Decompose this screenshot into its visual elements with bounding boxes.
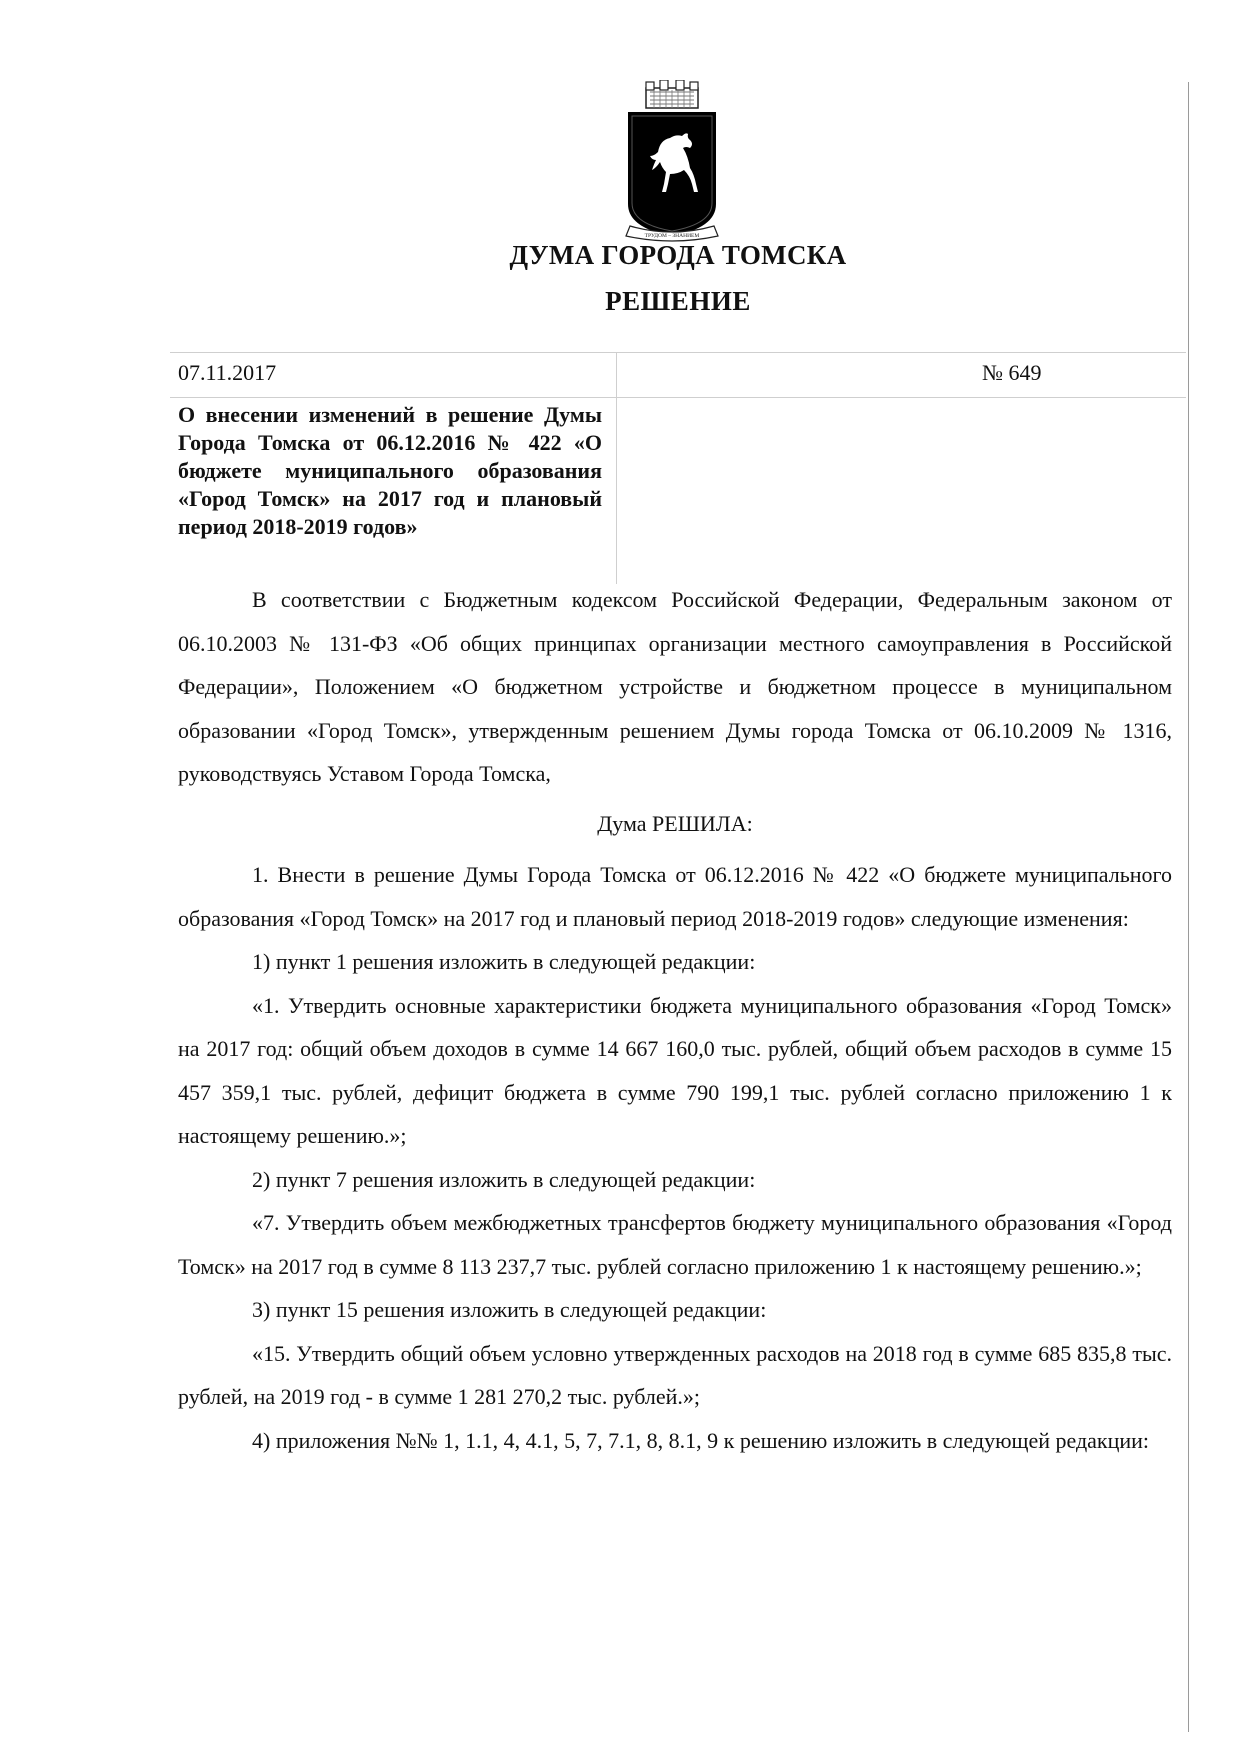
document-number: № 649 xyxy=(982,360,1042,385)
body-paragraph: 1. Внести в решение Думы Города Томска от 06.12.2016 № 422 «О бюджете муниципального образования «Город Томск» на 2017 год и плановый период 2018-2019 годов» следующие изменения: xyxy=(178,862,1172,931)
ribbon-motto: ТРУДОМ – ЗНАНИЕМ xyxy=(644,233,700,239)
table-border-middle xyxy=(170,397,1186,398)
document-details-table xyxy=(170,352,1186,584)
body-paragraph: 1) пункт 1 решения изложить в следующей редакции: xyxy=(252,949,756,974)
table-border-top xyxy=(170,352,1186,353)
organization-name: ДУМА ГОРОДА ТОМСКА xyxy=(509,240,847,270)
page-edge-rule xyxy=(1188,82,1189,1732)
document-body xyxy=(178,578,1172,1462)
table-column-divider xyxy=(616,352,617,584)
body-paragraph: «7. Утвердить объем межбюджетных трансфертов бюджету муниципального образования «Город Томск» на 2017 год в сумме 8 113 237,7 тыс. рублей согласно приложению 1 к настоящему решению.»; xyxy=(178,1210,1172,1279)
crown-icon xyxy=(646,80,698,108)
body-paragraph: 2) пункт 7 решения изложить в следующей редакции: xyxy=(252,1166,756,1192)
document-date: 07.11.2017 xyxy=(178,360,277,385)
body-paragraph: «15. Утвердить общий объем условно утвержденных расходов на 2018 год в сумме 685 835,8 тыс. рублей, на 2019 год - в сумме 1 281 270,2 тыс. рублей.»; xyxy=(178,1340,1172,1409)
body-paragraph: 4) приложения №№ 1, 1.1, 4, 4.1, 5, 7, 7.1, 8, 8.1, 9 к решению изложить в следующей редакции: xyxy=(252,1427,1150,1453)
document-subject: О внесении изменений в решение Думы Города Томска от 06.12.2016 № 422 «О бюджете муниципального образования «Город Томск» на 2017 год и плановый период 2018-2019 годов» xyxy=(178,402,602,539)
document-type: РЕШЕНИЕ xyxy=(605,286,751,316)
resolved-heading: Дума РЕШИЛА: xyxy=(597,810,753,836)
preamble-paragraph: В соответствии с Бюджетным кодексом Российской Федерации, Федеральным законом от 06.10.2003 № 131-ФЗ «Об общих принципах организации местного самоуправления в Российской Федерации», Положением «О бюджетном устройстве и бюджетном процессе в муниципальном образовании «Город Томск», утвержденным решением Думы города Томска от 06.10.2009 № 1316, руководствуясь Уставом Города Томска, xyxy=(178,587,1172,786)
tomsk-coat-of-arms-icon xyxy=(620,80,724,246)
body-paragraph: 3) пункт 15 решения изложить в следующей редакции: xyxy=(252,1297,767,1322)
body-paragraph: «1. Утвердить основные характеристики бюджета муниципального образования «Город Томск» на 2017 год: общий объем доходов в сумме 14 667 160,0 тыс. рублей, общий объем расходов в сумме 15 457 359,1 тыс. рублей, дефицит бюджета в сумме 790 199,1 тыс. рублей согласно приложению 1 к настоящему решению.»; xyxy=(178,992,1172,1148)
